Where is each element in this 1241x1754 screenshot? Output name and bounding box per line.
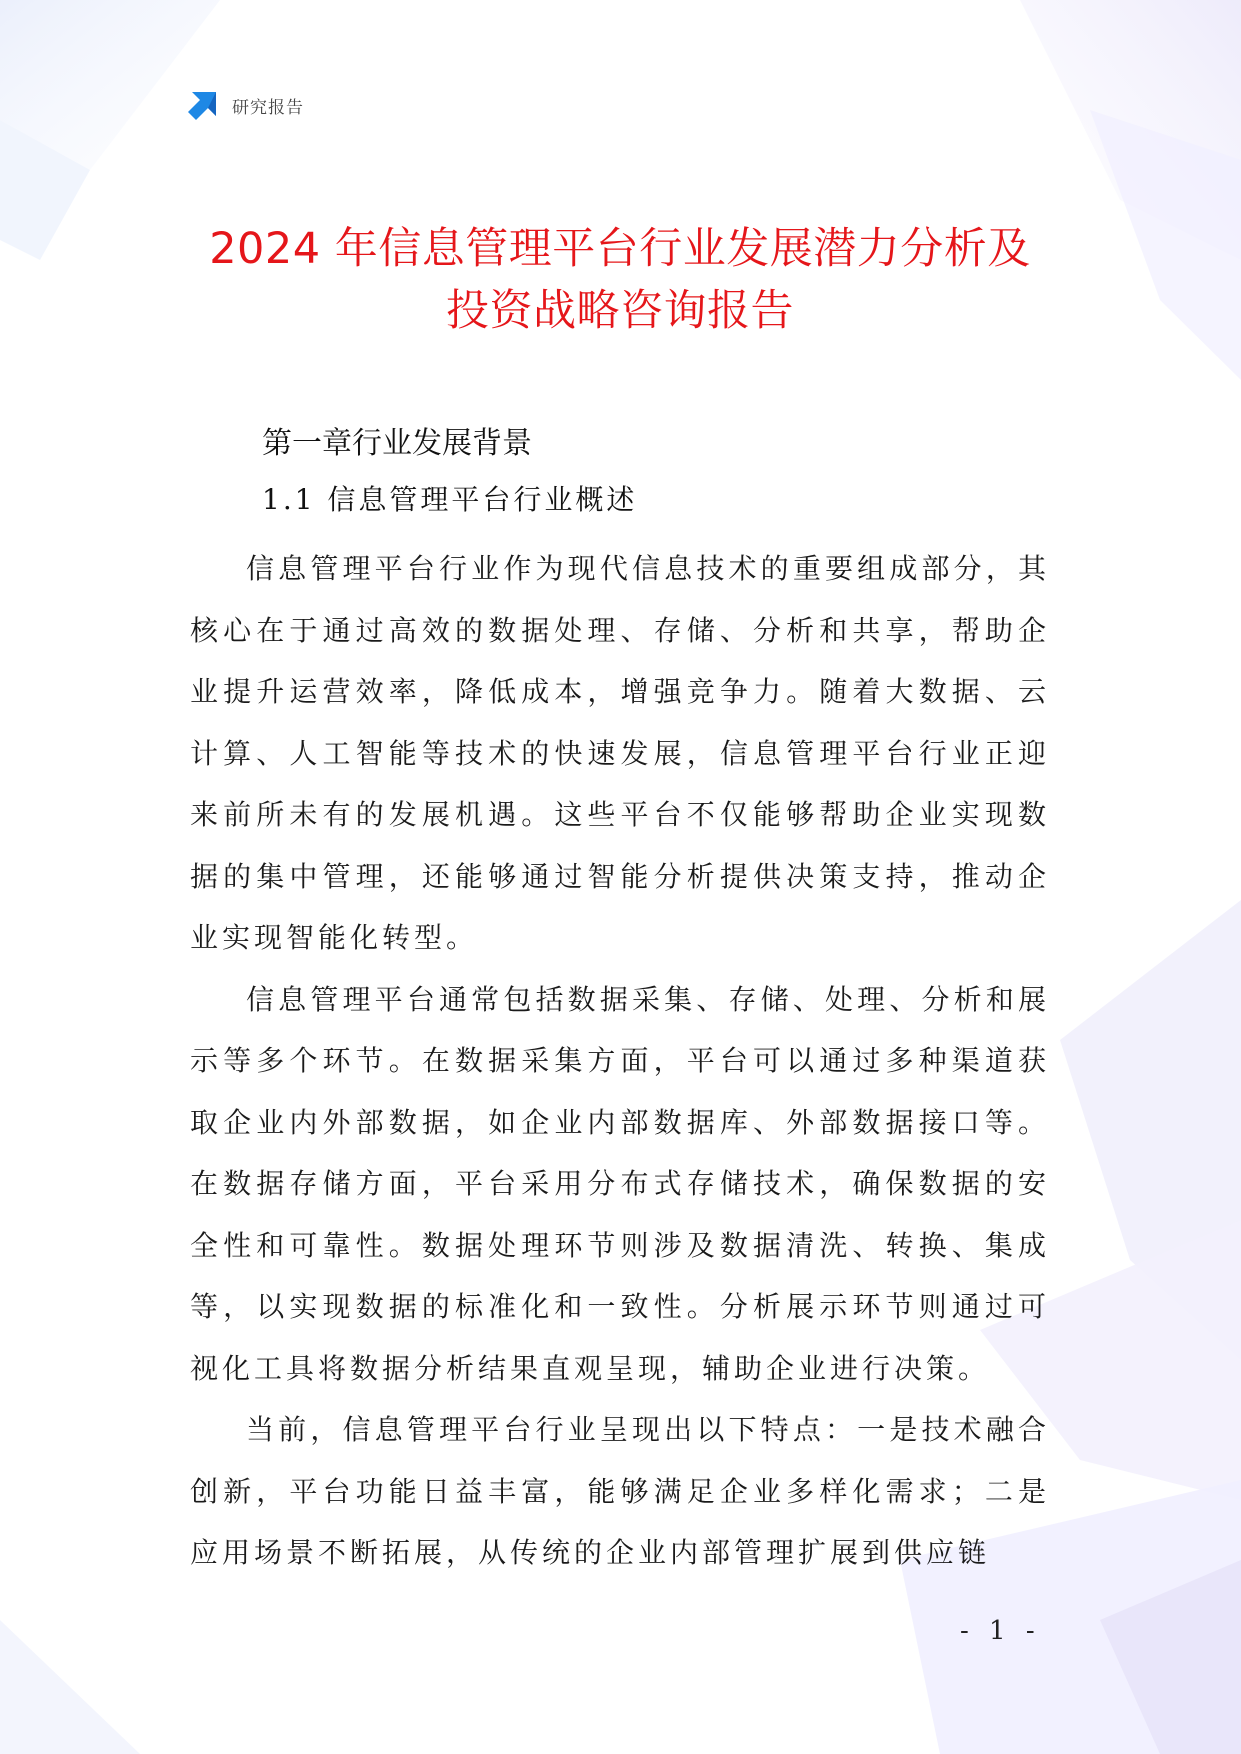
paragraph: 当前，信息管理平台行业呈现出以下特点：一是技术融合创新，平台功能日益丰富，能够满足企业多样化需求；二是应用场景不断拓展，从传统的企业内部管理扩展到供应链: [190, 1413, 1050, 1569]
paragraph: 信息管理平台行业作为现代信息技术的重要组成部分，其核心在于通过高效的数据处理、存储、分析和共享，帮助企业提升运营效率，降低成本，增强竞争力。随着大数据、云计算、人工智能等技术的快速发展，信息管理平台行业正迎来前所未有的发展机遇。这些平台不仅能够帮助企业实现数据的集中管理，还能够通过智能分析提供决策支持，推动企业实现智能化转型。: [190, 552, 1050, 954]
page-number: - 1 -: [960, 1616, 1041, 1646]
title-line-2: 投资战略咨询报告: [446, 286, 794, 336]
report-title: [150, 218, 1090, 342]
arrow-up-right-icon: [186, 88, 220, 122]
body-text: [190, 538, 1050, 1584]
title-line-1: 2024 年信息管理平台行业发展潜力分析及: [209, 224, 1031, 274]
chapter-heading: 第一章行业发展背景: [262, 426, 532, 461]
report-header: [186, 88, 304, 122]
paragraph: 信息管理平台通常包括数据采集、存储、处理、分析和展示等多个环节。在数据采集方面，平台可以通过多种渠道获取企业内外部数据，如企业内部数据库、外部数据接口等。在数据存储方面，平台采用分布式存储技术，确保数据的安全性和可靠性。数据处理环节则涉及数据清洗、转换、集成等，以实现数据的标准化和一致性。分析展示环节则通过可视化工具将数据分析结果直观呈现，辅助企业进行决策。: [190, 982, 1050, 1385]
section-heading: 1.1 信息管理平台行业概述: [262, 483, 638, 516]
header-label: 研究报告: [232, 97, 304, 118]
